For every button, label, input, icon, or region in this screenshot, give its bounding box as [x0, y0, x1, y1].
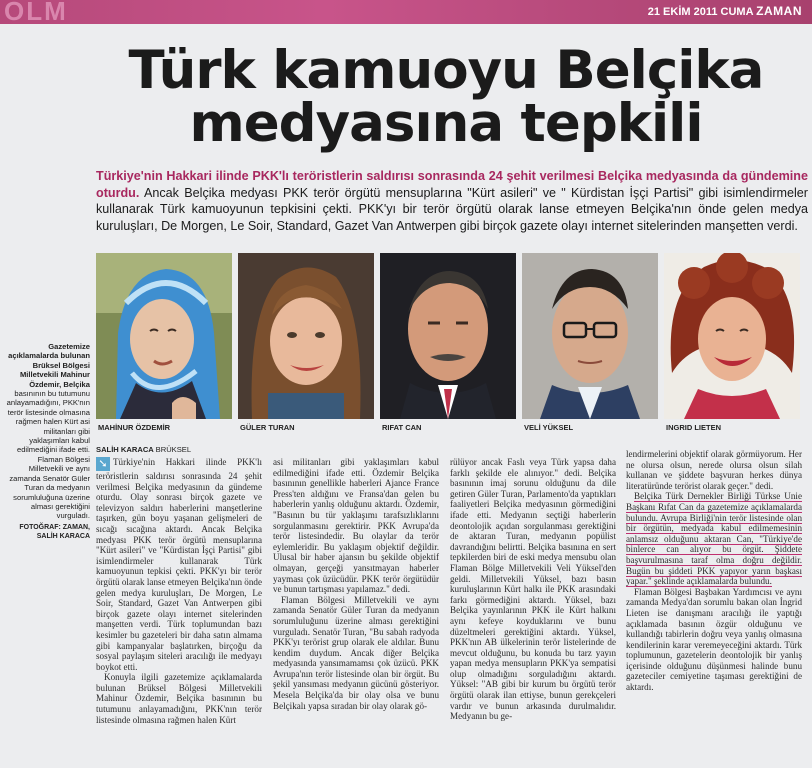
paragraph: Flaman Bölgesi Milletvekili ve aynı zamanda Senatör Güler Turan da medyanın sorumluluğunu üzerine alması gerektiğini vurguladı. Senatör Turan, "Bu sabah radyoda PKK'yı terörist grup olarak ele aldılar. Bunu kendim duydum. Ancak diğer Belçika medyasında yansımamamsı çok üzücü. PKK Avrupa'nın terör listesinde olan bir örgüt. Bu şekil yansıması medyanın gücünü gösteriyor. Mesela Belçika'da bir olay olsa ve bunu Belçikalı yapsa sıradan bir olay olarak gö- [273, 594, 439, 711]
body-column-2 [273, 457, 439, 711]
portrait-photo-yuksel [522, 253, 658, 419]
photo-caption-lieten: INGRID LIETEN [666, 423, 722, 432]
headline [96, 40, 796, 154]
paragraph: rülüyor ancak Faslı veya Türk yapsa daha farklı şekilde ele alınıyor." dedi. Belçika basınının imaj sorunu olduğunu da dile getiren Güler Turan, Parlamento'da yaptıkları faaliyetleri Belçika medyasının görmediğini ifade etti. Medyanın seçtiği haberlerin deontolojik açıdan sorgulanması gerektiğini de aktaran Turan, medyanın popülist davrandığını belirtti. Belçika basınına en sert tepkilerden biri de eski medya mensubu olan Flaman Bölge Milletvekili Veli Yüksel'den geldi. Milletvekili Yüksel, bazı basın kuruluşlarının Kürt halkı ile PKK arasındaki farkı görmediğini aktardı. Yüksel, bazı Belçika yayınlarının PKK ile Kürt halkını aynı kefeye koyduklarını ve bunu düzeltmeleri gerektiğini aktardı. Yüksel, PKK'nın AB ülkelerinin terör listelerinde de mevcut olduğunu, bu konuda bu tarz yayın yapan medya mensupların PKK'ya sempatisi olup olmadığını sorguladığını aktardı. Yüksel: "AB gibi bir kurum bu örgütü terör örgütü olarak ilan ettiyse, bunun gerekçeleri vardır ve bunun arkasında durulmalıdır. Medyanın bu ge- [450, 457, 616, 722]
paragraph: ➘ Türkiye'nin Hakkari ilinde PKK'lı teröristlerin saldırısı sonrasında 24 şehit verilmesi Belçika medyasının da gündeme oturdu. Olay sonrası birçok gazete ve televizyon saldırı haberlerini manşetlerine taşırken, gün boyu yaşanan gelişmeleri de sıcağı sıcağına aktardı. Ancak Belçika medyası PKK terör örgütü mensuplarına "Kürt asileri" ve "Kürdistan İşçi Partisi" gibi isimlendirmeler kullanarak Türk kamuoyunun tepkisi çekti. PKK'yı bir terör örgütü olarak lanse etmeyen Belçika'nın önde gelen medya kuruluşları, De Morgen, Le Soir, Standard, Gazet Van Antwerpen gibi birçok gazete olayı internet sitelerinden manşetten verdi. Türk toplumundan bazı kesimler bu gazeteleri bir daha satın almama gibi kampanyalar başlatırken, birçoğu da sosyal paylaşım siteleri aracılığı ile medyayı boykot etti. [96, 457, 262, 672]
portrait-photo-turan [238, 253, 374, 419]
body-column-4 [626, 449, 802, 693]
headline-line-1: Türk kamuoyu Belçika [128, 40, 764, 101]
issue-date: 21 EKİM 2011 CUMA ZAMAN [647, 4, 802, 18]
paragraph: Flaman Bölgesi Başbakan Yardımcısı ve aynı zamanda Medya'dan sorumlu bakan olan İngrid Lieten ise danışmanı aracılığı ile yaptığı açıklamada basının özgür olduğunu ve kullandığı tabirlerin doğru veya yanlış olmasına kendilerinin karar veremeyeceğini aktardı. Türk toplumunun, gazetelerin deontolojik bir yanlış içerisinde olduğunu düşünmesi halinde bunu gazeteciler cemiyetine taşıması gerektiğini de aktardı. [626, 586, 802, 693]
author-name: SALİH KARACA [96, 445, 154, 454]
byline [96, 445, 191, 454]
section-label: OLM [4, 0, 68, 26]
publication-name: ZAMAN [756, 4, 802, 18]
headline-line-2: medyasına tepkili [189, 93, 703, 154]
portrait-photo-can [380, 253, 516, 419]
body-column-1 [96, 457, 262, 725]
paragraph: asi militanları gibi yaklaşımları kabul edilmediğini ifade etti. Özdemir Belçika basınının genellikle haberleri Ajance France Press'ten aldığını ve Fransa'dan gelen bu haberlerin yanlış olduğunu aktardı. Özdemir, "Basının bu tür yaklaşımı tarafsızlıklarını sorgulanmasını gerektirir. PKK Avrupa'da terör listesindedir. Bu olaylar da terör eylemleridir. Bu yaklaşım objektif değildir. Ulusal bir haber ajansın bu şekilde objektif olmayan, gerçeği yansıtmayan haberler yayması çok üzücüdür. PKK terör örgütüdür ve bunun tartışması yapılamaz." dedi. [273, 457, 439, 595]
body-column-3 [450, 457, 616, 722]
photo-side-caption: Gazetemize açıklamalarda bulunan Brüksel Bölgesi Milletvekili Mahinur Özdemir, Belçika basınının bu tutumunu anlayamadığını, PKK'nın terör listesinde olmasına rağmen halen Kürt asi militanları gibi yaklaşımları kabul edilmediğini ifade etti. Flaman Bölgesi Milletvekili ve aynı zamanda Senatör Güler Turan da medyanın sorumluluğuna üzerine alması gerektiğini vurguladı. FOTOĞRAF: ZAMAN, SALİH KARACA [4, 342, 90, 542]
paragraph: Konuyla ilgili gazetemize açıklamalarda bulunan Brüksel Bölgesi Milletvekili Mahinur Özdemir, Belçika basınının bu tutumunu anlayamadığını, PKK'nın terör listesinde olmasına rağmen halen Kürt [96, 672, 262, 725]
portrait-photo-ozdemir [96, 253, 232, 419]
portrait-photo-lieten [664, 253, 800, 419]
dateline-city: BRÜKSEL [155, 445, 192, 454]
lead-highlight: Türkiye'nin Hakkari ilinde PKK'lı teröristlerin saldırısı sonrasında 24 şehit verilmesi Belçika medyasında da gündemine oturdu. [96, 169, 808, 200]
lead-paragraph [96, 168, 808, 234]
paragraph: lendirmelerini objektif olarak görmüyorum. Her ne olursa olsun, nerede olursa olsun silah kullanan ve şiddete başvuran herkes dünya literatüründe terörist olarak geçer." dedi. [626, 449, 802, 491]
lead-text: Ancak Belçika medyası PKK terör örgütü mensuplarına "Kürt asileri" ve " Kürdistan İşçi Partisi" gibi isimlendirmeler kullanarak Türk kamuoyunun tepkisini çekti. PKK'yı bir terör örgütü olarak lanse etmeyen Belçika'nın önde gelen medya kuruluşları, De Morgen, Le Soir, Standard, Gazet Van Antwerpen gibi birçok gazete olayı internet sitelerinden manşetten verdi. [96, 185, 808, 233]
photo-caption-turan: GÜLER TURAN [240, 423, 295, 432]
paragraph-highlighted [626, 491, 802, 586]
reader-marked-quote: Belçika Türk Dernekler Birliği Türkse Unie Başkanı Rıfat Can da gazetemize açıklamalarda bulundu. Avrupa Birliği'nin terör listesinde olan bir örgütün, medyada kabul edilmemesinin anlamsız olduğunu aktaran Can, "Türkiye'de binlerce can alıyor bu örgüt. Şiddete başvurulmasına taraf olma doğru değildir. Bugün bu şiddeti PKK yapıyor yarın başkası yapar." şeklinde açıklamalarda bulundu. [626, 491, 802, 587]
photo-strip [96, 253, 808, 431]
photo-credit: FOTOĞRAF: ZAMAN, SALİH KARACA [19, 523, 90, 541]
photo-caption-yuksel: VELİ YÜKSEL [524, 423, 574, 432]
photo-caption-ozdemir: MAHİNUR ÖZDEMİR [98, 423, 171, 432]
photo-caption-can: RIFAT CAN [382, 423, 422, 432]
page-header-band [0, 0, 812, 24]
arrow-right-icon: ➘ [96, 457, 110, 471]
